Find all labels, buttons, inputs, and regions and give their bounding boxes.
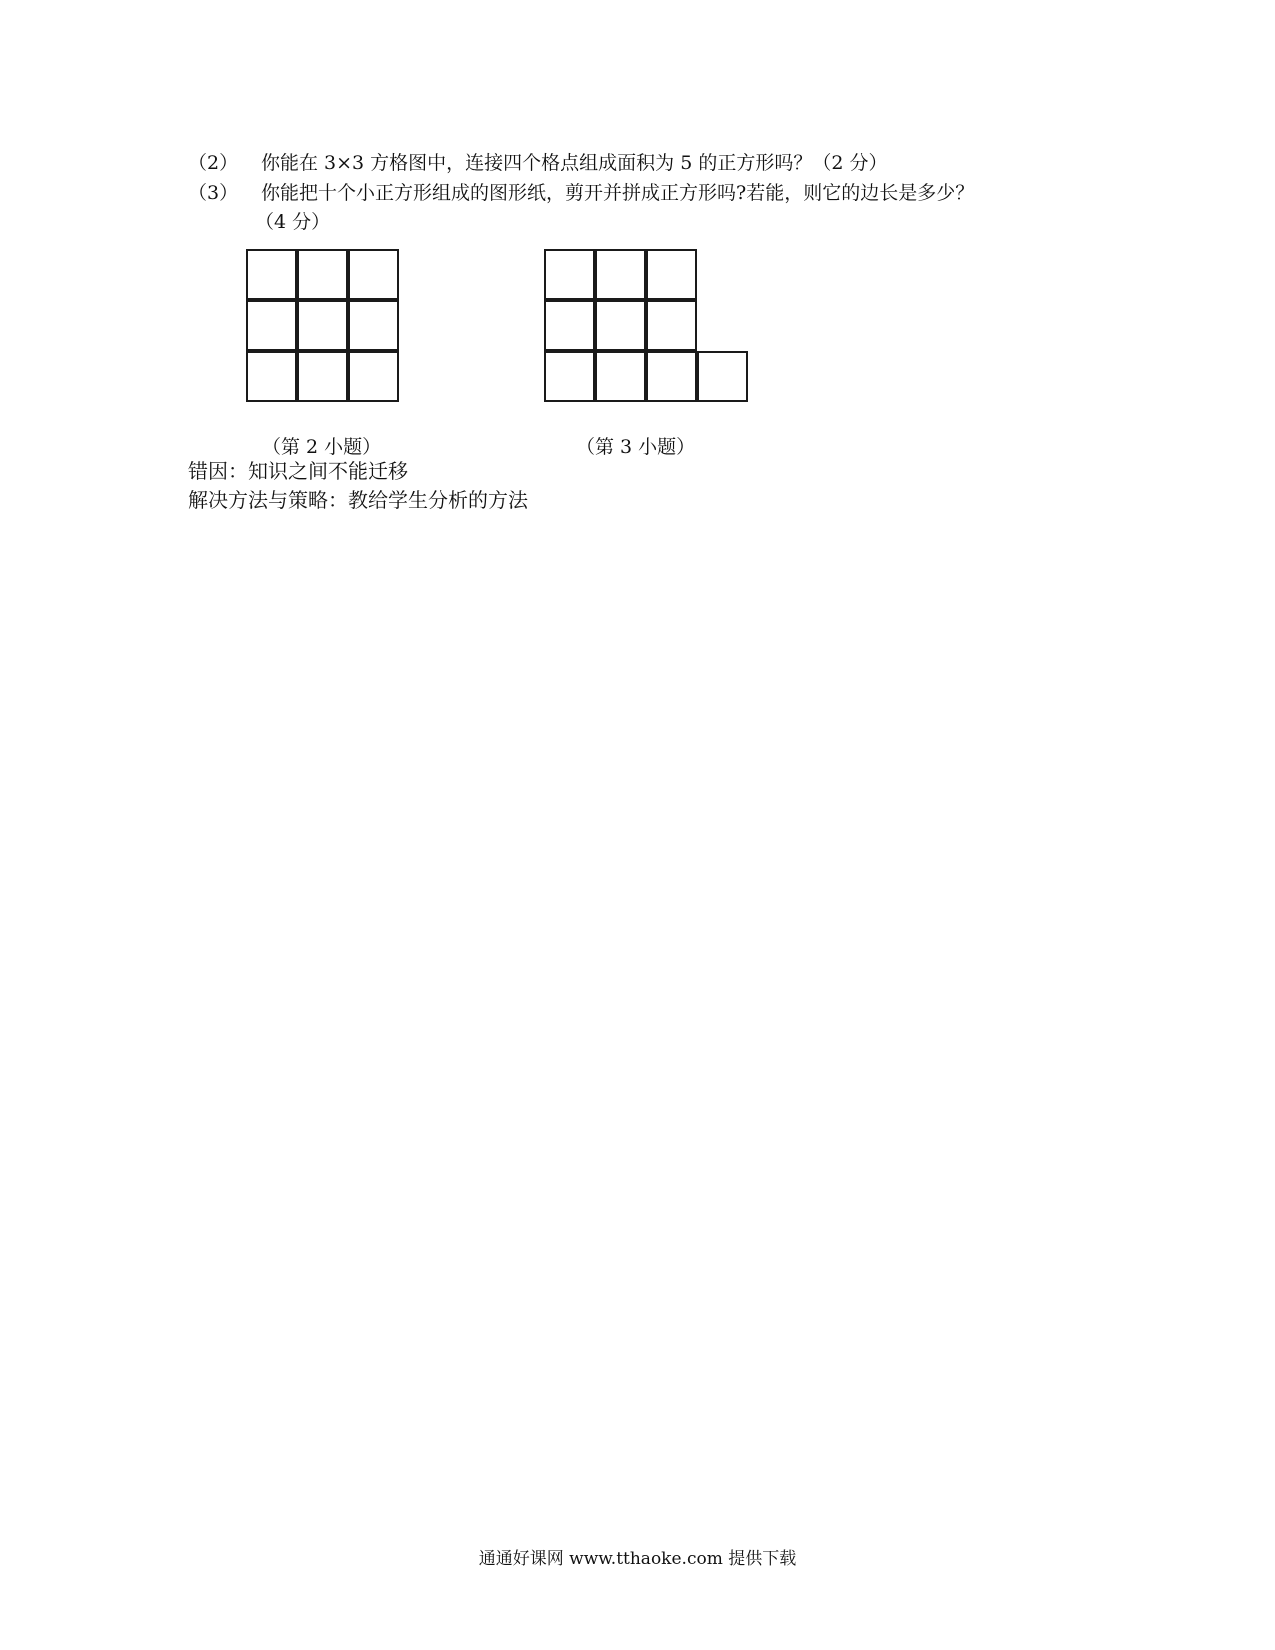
figure-q2-grid: [246, 249, 401, 404]
figure-q3-grid: [544, 249, 750, 404]
question-3-number: （3）: [188, 182, 239, 204]
question-2-number: （2）: [188, 152, 239, 174]
grid-cell: [297, 249, 348, 300]
grid-cell: [544, 351, 595, 402]
grid-cell: [246, 249, 297, 300]
grid-cell: [646, 351, 697, 402]
grid-cell: [595, 351, 646, 402]
grid-cell: [297, 300, 348, 351]
grid-cell: [246, 351, 297, 402]
grid-cell: [348, 351, 399, 402]
grid-cell: [544, 300, 595, 351]
question-2-text: 你能在 3×3 方格图中，连接四个格点组成面积为 5 的正方形吗？（2 分）: [261, 152, 888, 174]
question-3-points: （4 分）: [255, 211, 331, 233]
page-footer: 通通好课网 www.tthaoke.com 提供下载: [478, 1549, 797, 1569]
grid-cell: [646, 300, 697, 351]
grid-cell: [544, 249, 595, 300]
grid-cell: [348, 300, 399, 351]
grid-cell: [348, 249, 399, 300]
question-3-text: 你能把十个小正方形组成的图形纸，剪开并拼成正方形吗?若能，则它的边长是多少？: [261, 182, 975, 204]
error-cause: 错因：知识之间不能迁移: [188, 459, 408, 483]
grid-cell: [697, 351, 748, 402]
grid-cell: [646, 249, 697, 300]
figure-q2-caption: （第 2 小题）: [262, 436, 382, 458]
grid-cell: [595, 300, 646, 351]
grid-cell: [297, 351, 348, 402]
question-2: [188, 151, 1088, 175]
grid-cell: [246, 300, 297, 351]
strategy: 解决方法与策略：教给学生分析的方法: [188, 488, 528, 512]
question-3: [188, 181, 1088, 205]
grid-cell: [595, 249, 646, 300]
figure-q3-caption: （第 3 小题）: [576, 436, 696, 458]
